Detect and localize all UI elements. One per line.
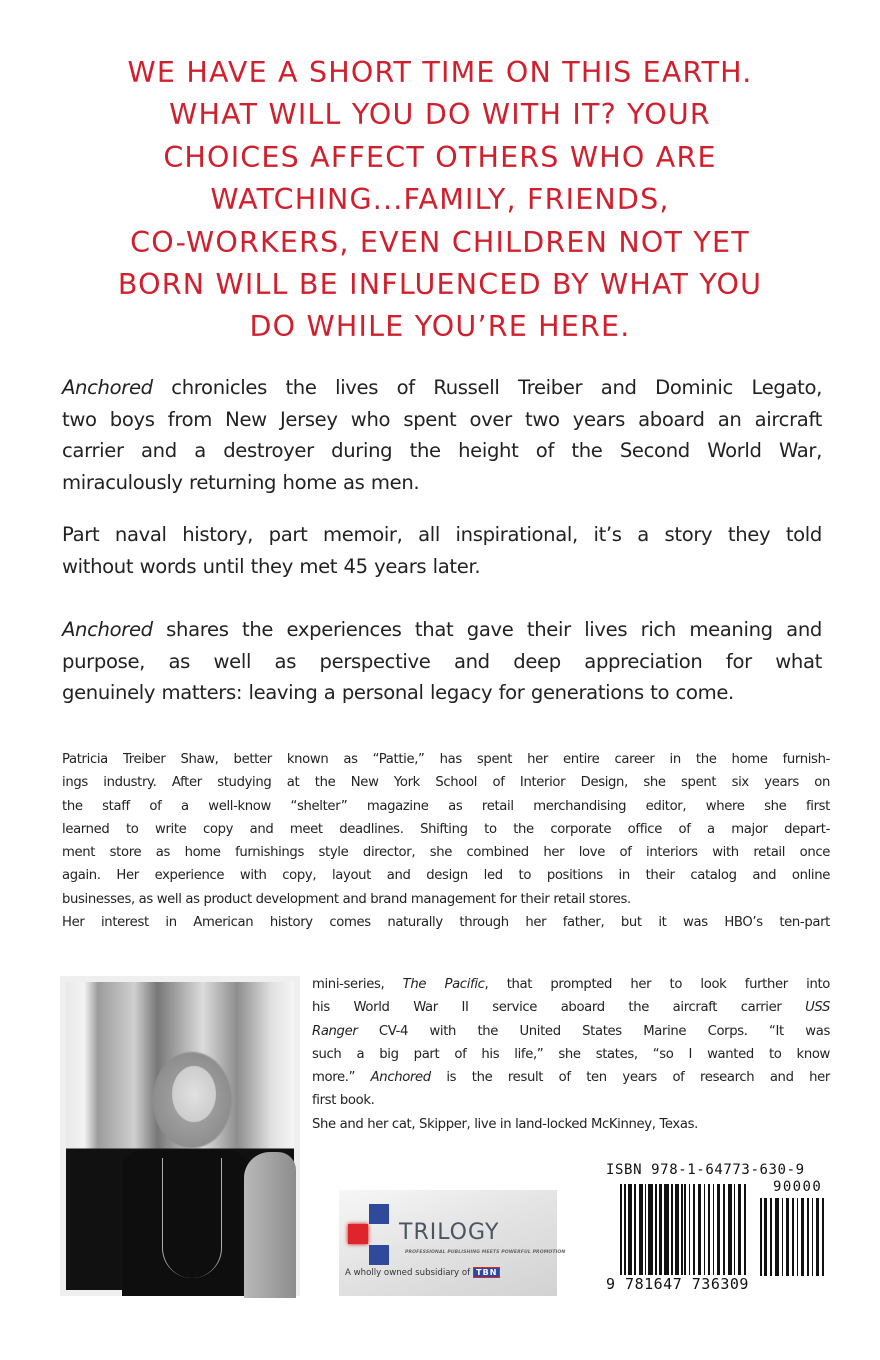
author-bio bbox=[62, 748, 830, 934]
book-title-italic: Anchored bbox=[370, 1070, 431, 1086]
blurb-line: genuinely matters: leaving a personal legacy for generations to come. bbox=[62, 681, 734, 704]
bio-line bbox=[312, 1020, 830, 1043]
back-cover-headline bbox=[40, 52, 840, 349]
publisher-subsidiary-line bbox=[345, 1267, 500, 1278]
blurb-line bbox=[62, 614, 822, 646]
bio-line bbox=[312, 973, 830, 996]
ship-name-italic: USS bbox=[805, 1000, 830, 1016]
tbn-badge-icon: TBN bbox=[473, 1267, 500, 1278]
subsidiary-text: A wholly owned subsidiary of bbox=[345, 1268, 471, 1278]
headline-line: CHOICES AFFECT OTHERS WHO ARE bbox=[163, 140, 717, 174]
author-photo bbox=[60, 976, 300, 1296]
bio-text: CV-4 with the United States Marine Corps. “It was bbox=[357, 1023, 830, 1039]
photo-figure-arm bbox=[244, 1152, 296, 1298]
headline-line: BORN WILL BE INFLUENCED BY WHAT YOU bbox=[117, 268, 763, 302]
blurb-paragraph-1 bbox=[62, 372, 822, 498]
bio-line: She and her cat, Skipper, live in land-locked McKinney, Texas. bbox=[312, 1116, 698, 1132]
logo-blue-square-icon bbox=[369, 1204, 389, 1224]
headline-line: WHAT WILL YOU DO WITH IT? YOUR bbox=[169, 98, 711, 132]
author-bio-right-column bbox=[312, 973, 830, 1136]
logo-blue-square-icon bbox=[369, 1245, 389, 1265]
barcode-bars-main bbox=[620, 1184, 748, 1284]
price-code: 90000 bbox=[773, 1179, 823, 1195]
bio-line: Patricia Treiber Shaw, better known as “Pattie,” has spent her entire career in the home furnish- bbox=[62, 752, 830, 767]
headline-line: WE HAVE A SHORT TIME ON THIS EARTH. bbox=[127, 56, 753, 89]
blurb-paragraph-3 bbox=[62, 614, 822, 709]
bio-line: again. Her experience with copy, layout and design led to positions in their catalog and online bbox=[62, 868, 830, 884]
bio-line: Her interest in American history comes naturally through her father, but it was HBO’s ten-part bbox=[62, 915, 830, 931]
bio-line bbox=[312, 996, 830, 1019]
bio-line: the staff of a well-know “shelter” magazine as retail merchandising editor, where she first bbox=[62, 798, 830, 814]
publisher-tagline: PROFESSIONAL PUBLISHING MEETS POWERFUL PROMOTION bbox=[405, 1250, 566, 1255]
logo-red-square-icon bbox=[348, 1224, 368, 1244]
blurb-line: two boys from New Jersey who spent over two years aboard an aircraft bbox=[62, 407, 822, 431]
bio-text: mini-series, bbox=[312, 977, 403, 992]
headline-line: CO-WORKERS, EVEN CHILDREN NOT YET bbox=[130, 225, 750, 259]
barcode-digits: 9 781647 736309 bbox=[606, 1275, 749, 1293]
headline-line: WATCHING...FAMILY, FRIENDS, bbox=[210, 183, 670, 217]
ship-name-italic: Ranger bbox=[312, 1023, 358, 1039]
blurb-line: Part naval history, part memoir, all inspirational, it’s a story they told bbox=[62, 523, 822, 546]
barcode-bars-addon bbox=[760, 1198, 826, 1276]
bio-line: businesses, as well as product development and brand management for their retail stores. bbox=[62, 891, 631, 907]
publisher-name: TRILOGY bbox=[399, 1220, 500, 1245]
photo-necklace bbox=[162, 1158, 222, 1278]
bio-text: his World War II service aboard the aircraft carrier bbox=[312, 1000, 806, 1016]
book-title-italic: Anchored bbox=[62, 618, 153, 641]
bio-line: learned to write copy and meet deadlines. Shifting to the corporate office of a major depart- bbox=[62, 821, 830, 837]
blurb-text: shares the experiences that gave their lives rich meaning and bbox=[152, 618, 822, 641]
isbn-label: ISBN 978-1-64773-630-9 bbox=[606, 1162, 805, 1178]
blurb-line: purpose, as well as perspective and deep appreciation for what bbox=[62, 649, 822, 673]
bio-line: ings industry. After studying at the New York School of Interior Design, she spent six years on bbox=[62, 775, 830, 791]
bio-text: more.” bbox=[312, 1070, 371, 1086]
bio-line: first book. bbox=[312, 1093, 375, 1109]
blurb-line: carrier and a destroyer during the height of the Second World War, bbox=[62, 439, 822, 462]
blurb-text: chronicles the lives of Russell Treiber and Dominic Legato, bbox=[152, 376, 822, 399]
blurb-line: without words until they met 45 years later. bbox=[62, 554, 481, 578]
series-title-italic: The Pacific bbox=[402, 977, 485, 992]
bio-text: , that prompted her to look further into bbox=[484, 977, 830, 992]
publisher-logo bbox=[339, 1190, 566, 1296]
isbn-barcode bbox=[598, 1162, 836, 1292]
blurb-line: miraculously returning home as men. bbox=[62, 470, 420, 494]
bio-text: is the result of ten years of research and her bbox=[430, 1070, 830, 1086]
bio-line bbox=[312, 1066, 830, 1089]
bio-line: such a big part of his life,” she states, “so I wanted to know bbox=[312, 1046, 830, 1062]
bio-line: ment store as home furnishings style director, she combined her love of interiors with retail once bbox=[62, 845, 830, 861]
blurb-line bbox=[62, 372, 822, 404]
book-title-italic: Anchored bbox=[62, 376, 153, 399]
headline-line: DO WHILE YOU’RE HERE. bbox=[249, 310, 631, 344]
blurb-paragraph-2 bbox=[62, 519, 822, 582]
